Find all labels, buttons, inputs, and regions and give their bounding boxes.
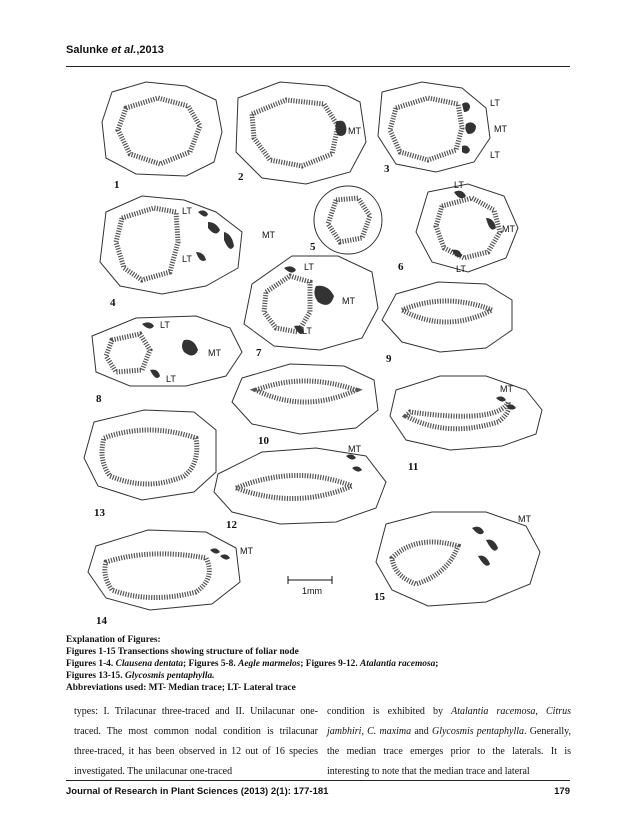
figure-number-13: 13 (94, 507, 105, 519)
figure-2-section (236, 82, 366, 184)
figure-number-6: 6 (398, 261, 404, 273)
label-mt-fig15: MT (518, 514, 531, 524)
header-etal: et al. (111, 44, 137, 56)
figure-number-9: 9 (386, 353, 392, 365)
label-mt-fig8: MT (208, 348, 221, 358)
figure-number-8: 8 (96, 393, 102, 405)
body-column-left (74, 702, 318, 782)
figure-plate (66, 72, 572, 632)
footer-page-number: 179 (554, 786, 570, 797)
figure-12-section (214, 448, 386, 524)
caption-line-2: Figures 1-15 Transections showing structure of foliar node (66, 647, 299, 657)
label-lt-fig8-bottom: LT (166, 374, 176, 384)
body-right-text: condition is exhibited by Atalantia racemosa, Citrus jambhiri, C. maxima and Glycosmis pentaphylla. Generally, the median trace emerges prior to the laterals. It is interesting to note that the median trace and lateral (327, 706, 572, 777)
footer-journal: Journal of Research in Plant Sciences (2013) 2(1): 177-181 (66, 786, 329, 797)
footer-rule (66, 780, 570, 781)
label-mt-fig2: MT (348, 126, 361, 136)
figure-number-3: 3 (384, 163, 390, 175)
label-lt-fig7-top: LT (304, 262, 314, 272)
figure-number-4: 4 (110, 297, 116, 309)
running-header (66, 44, 164, 56)
caption-line-3: Figures 1-4. Clausena dentata; Figures 5-8. Aegle marmelos; Figures 9-12. Atalantia racemosa; (66, 659, 439, 669)
label-lt-fig4-top: LT (182, 206, 192, 216)
header-year: ,2013 (136, 44, 164, 56)
label-mt-fig6: MT (502, 224, 515, 234)
label-mt-fig11: MT (500, 384, 513, 394)
scale-bar-label: 1mm (302, 586, 322, 596)
figure-number-5: 5 (310, 241, 316, 253)
figure-number-12: 12 (226, 519, 237, 531)
figure-number-11: 11 (408, 461, 419, 473)
figure-4-section (100, 196, 242, 294)
figure-11-section (390, 376, 542, 450)
label-lt-fig4-bottom: LT (182, 254, 192, 264)
caption-line-4: Figures 13-15. Glycosmis pentaphylla. (66, 671, 215, 681)
figure-plate-drawing (66, 72, 572, 632)
caption-line-1: Explanation of Figures: (66, 635, 161, 645)
figure-15-section (376, 512, 540, 606)
label-mt-fig12: MT (348, 444, 361, 454)
figure-5-section (314, 186, 382, 254)
label-lt-fig6-top: LT (454, 180, 464, 190)
scale-bar (288, 576, 332, 584)
label-lt-fig3-top: LT (490, 98, 500, 108)
figure-9-section (382, 282, 512, 352)
figure-number-1: 1 (114, 179, 120, 191)
body-column-right (327, 702, 571, 782)
figure-14-section (88, 530, 240, 610)
label-lt-fig7-bottom: LT (302, 326, 312, 336)
label-mt-fig7: MT (342, 296, 355, 306)
figure-number-7: 7 (256, 347, 262, 359)
label-lt-fig6-bottom: LT (456, 264, 466, 274)
header-rule (66, 66, 570, 67)
label-mt-fig4: MT (262, 230, 275, 240)
figure-1-section (102, 82, 222, 176)
header-authors: Salunke (66, 44, 112, 56)
figure-number-14: 14 (96, 615, 107, 627)
figure-10-section (232, 364, 378, 434)
label-lt-fig3-bottom: LT (490, 150, 500, 160)
body-left-text: types: I. Trilacunar three-traced and II. Unilacunar one-traced. The most common nodal condition is trilacunar three-traced, it has been observed in 12 out of 16 species investigated. The unilacunar one-traced (74, 706, 318, 777)
label-mt-fig3: MT (494, 124, 507, 134)
figure-caption (66, 634, 572, 694)
figure-number-10: 10 (258, 435, 269, 447)
figure-3-section (378, 82, 490, 172)
label-mt-fig14: MT (240, 546, 253, 556)
label-lt-fig8-top: LT (160, 320, 170, 330)
figure-number-2: 2 (238, 171, 244, 183)
figure-13-section (84, 410, 216, 500)
figure-number-15: 15 (374, 591, 385, 603)
caption-line-5: Abbreviations used: MT- Median trace; LT- Lateral trace (66, 683, 296, 693)
